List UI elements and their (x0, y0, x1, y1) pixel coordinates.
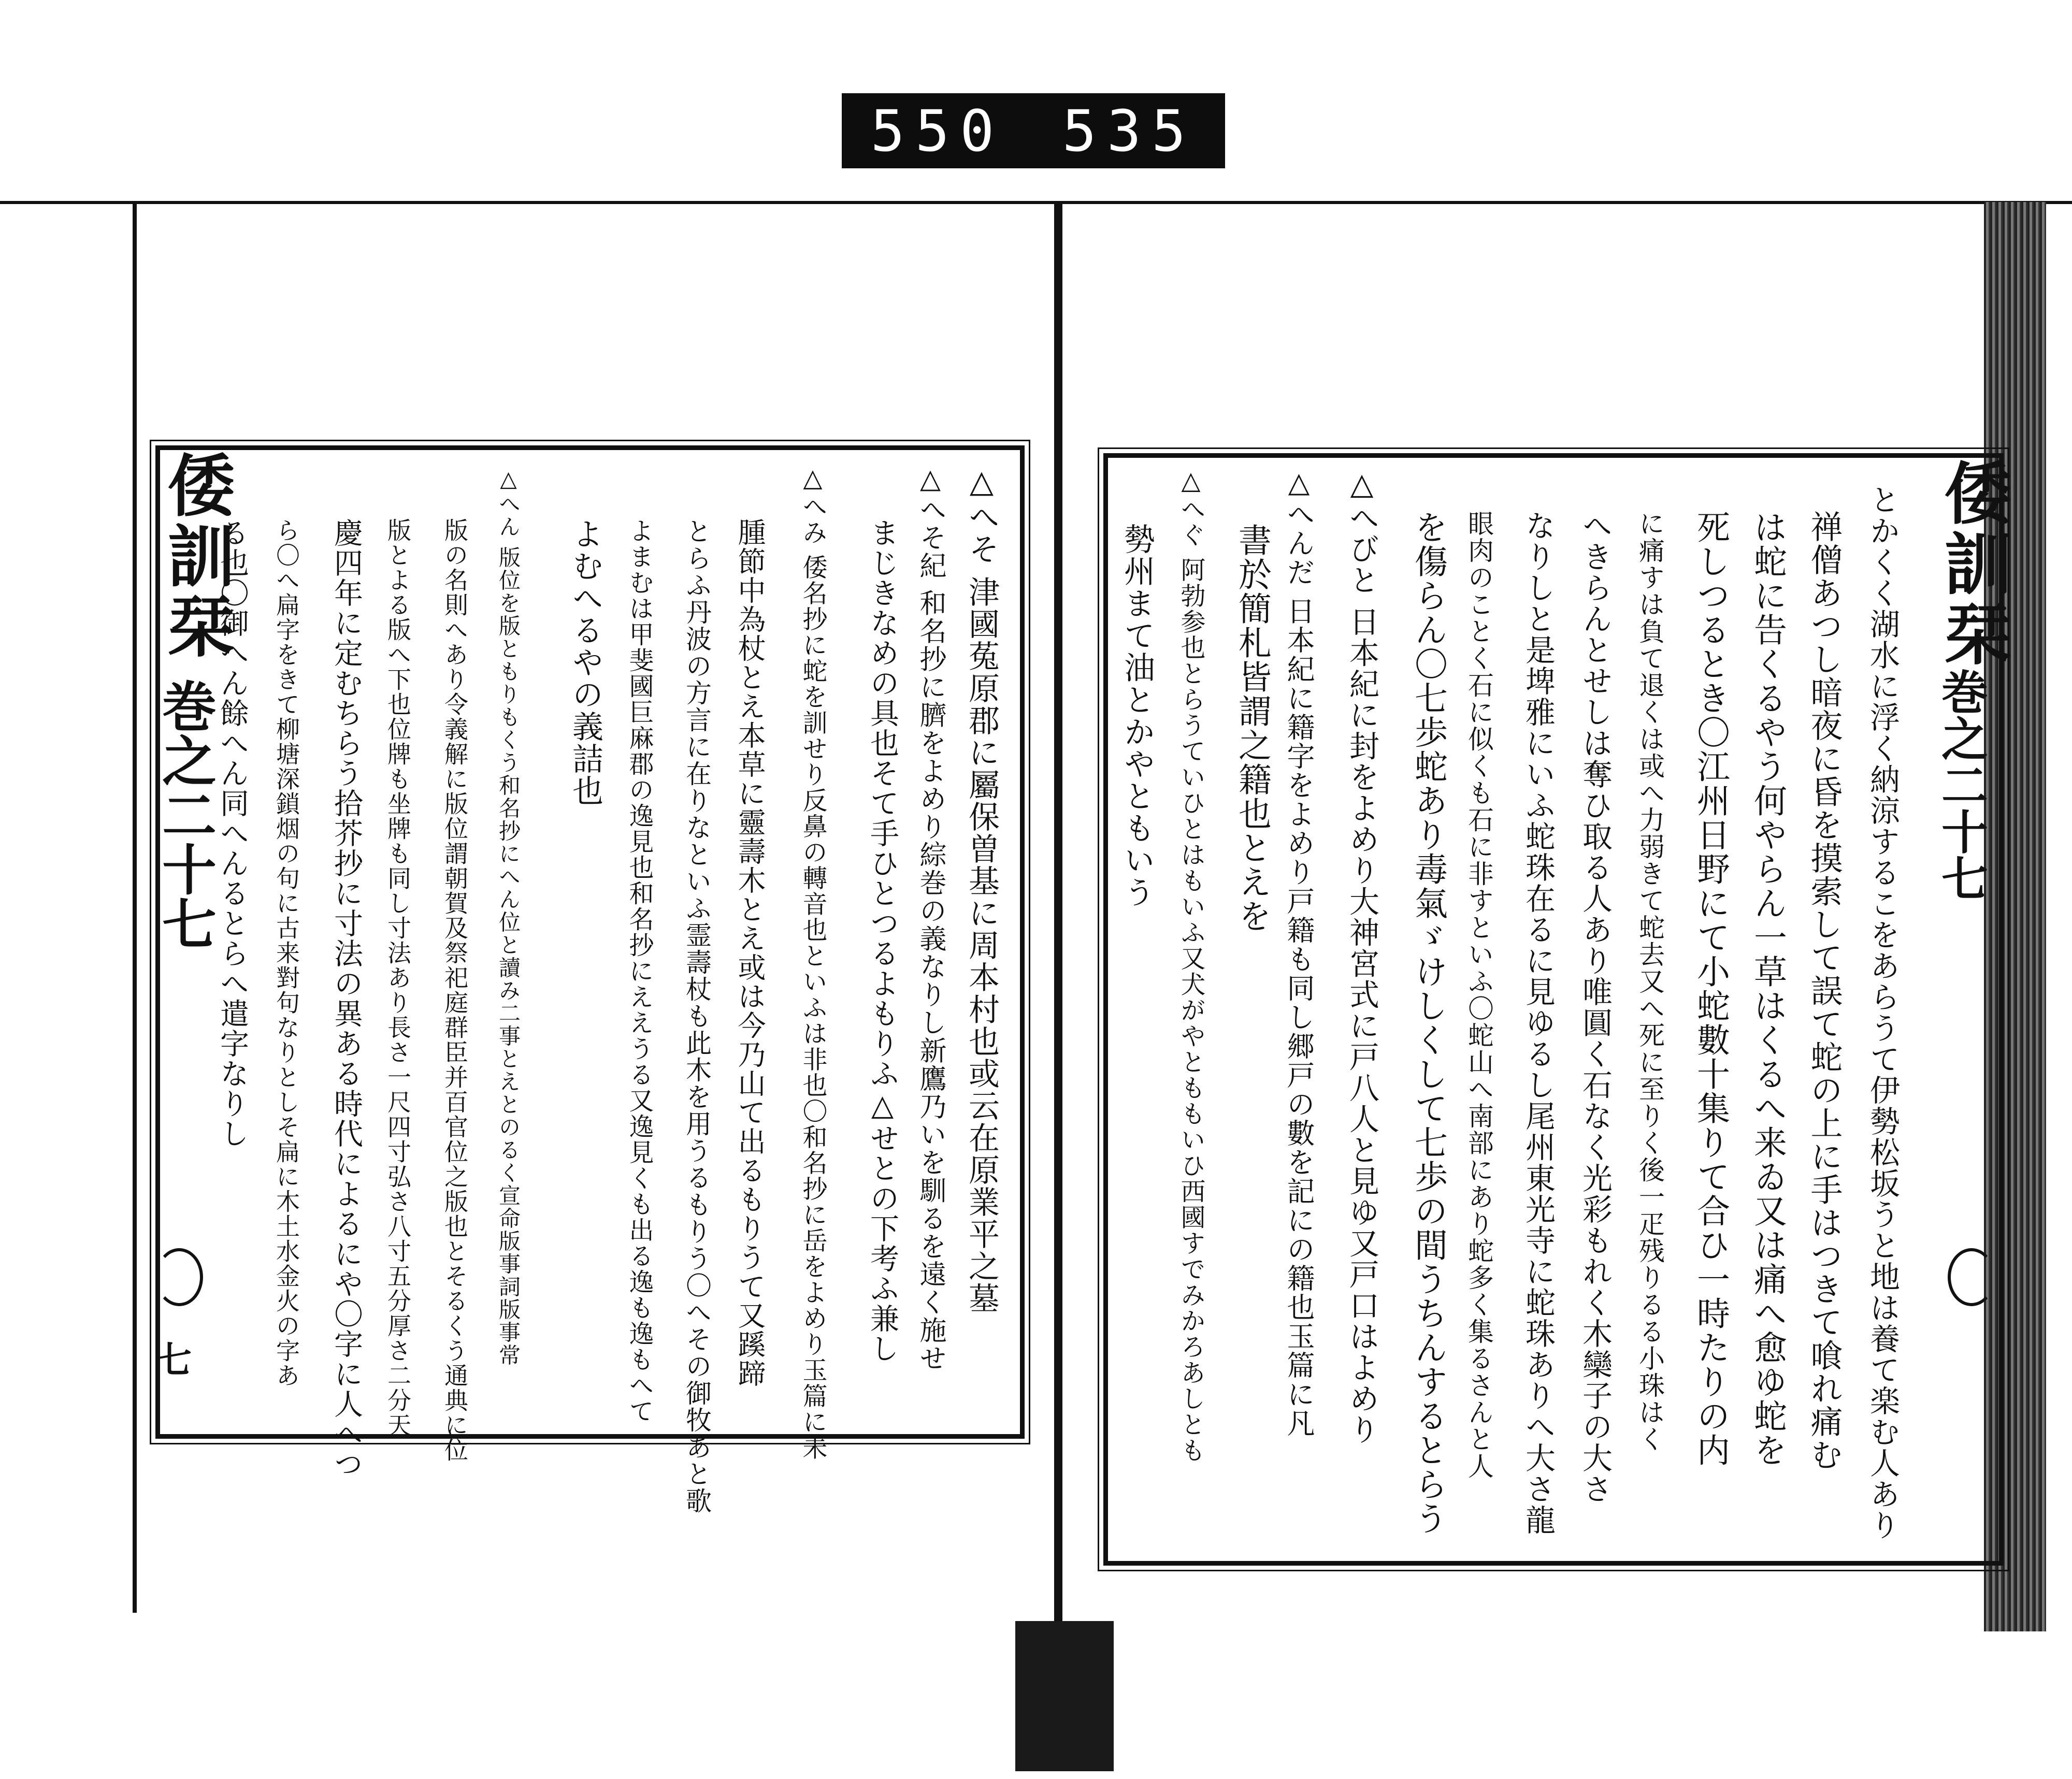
spine-shadow (1015, 1621, 1114, 1771)
left-column-10: 版の名則へあり令義解に版位謂朝賀及祭祀庭群臣并百官位之版也とそるくう通典に位 (441, 518, 469, 1463)
book-spine (1054, 202, 1062, 1647)
right-column-6: へきらんとせしは奪ひ取る人あり唯圓く石なく光彩もれく木欒子の大さ (1577, 510, 1613, 1505)
left-column-11: 版とよる版へ下也位牌も坐牌も同し寸法あり長さ一尺四寸弘さ八寸五分厚さ二分天 (384, 518, 412, 1438)
left-column-5: 腫節中為杖とえ本草に靈壽木とえ或は今乃山て出るもりうて又蹊蹄 (733, 518, 766, 1388)
right-column-13: △へぐ 阿勃参也とらうていひとはもいふ又犬がやとももいひ西國すでみかろあしとも (1176, 466, 1205, 1464)
left-column-8: よむへるやの義詰也 (567, 518, 603, 807)
left-column-4: △へみ 倭名抄に蛇を訓せり反鼻の轉音也といふは非也〇和名抄に岳をよめり玉篇に未 (798, 464, 827, 1461)
right-column-4: 死しつるとき〇江州日野にて小蛇數十集りて合ひ一時たりの内 (1691, 510, 1730, 1467)
right-column-5: に痛すは負て退くは或へ力弱きて蛇去又へ死に至りく後一疋残りるる小珠はく (1635, 510, 1665, 1453)
right-column-3: は蛇に告くるやう何やらん一草はくるへ来ゐ又は痛へ愈ゆ蛇を (1748, 510, 1787, 1467)
left-column-14: る也〇御へん餘へん同へんるとらへ遣字なりし (215, 518, 249, 1149)
right-column-1: とかくく湖水に浮く納涼するこをあらうて伊勢松坂うと地は養て楽む人あり (1865, 484, 1900, 1541)
right-column-10: △へびと 日本紀に封をよめり大神宮式に戸八人と見ゆ又戸口はよめり (1344, 466, 1379, 1445)
left-page-folio: 七 (155, 1338, 192, 1381)
right-column-9: を傷らん〇七歩蛇あり毒氣ゞけしくして七歩の間うちんするとらう (1409, 510, 1447, 1536)
right-page-title: 倭訓栞 (1933, 458, 2012, 670)
right-column-12: 書於簡札皆謂之籍也とえを (1233, 523, 1271, 933)
left-page-circle-mark (155, 1248, 203, 1306)
right-column-7: なりしと是埤雅にいふ蛇珠在るに見ゆるし尾州東光寺に蛇珠ありへ大さ龍 (1520, 510, 1556, 1536)
right-column-11: △へんだ 日本紀に籍字をよめり戸籍も同し郷戸の數を記にの籍也玉篇に凡 (1283, 466, 1315, 1438)
right-column-14: 勢州まて油とかやともいう (1119, 523, 1155, 908)
scan-label-right: 535 (1062, 97, 1197, 164)
right-page-circle-mark (1948, 1248, 1995, 1306)
left-page-title: 倭訓栞 (156, 451, 236, 662)
left-column-7: よまむは甲斐國巨麻郡の逸見也和名抄にええうる又逸見くも出る逸も逸もへて (625, 518, 654, 1424)
scan-label (842, 93, 1225, 168)
left-column-9: △へん 版位を版ともりもくう和名抄にへん位と讀み二事とえとのるく宣命版事詞版事常 (496, 466, 521, 1367)
left-column-2: △へそ紀 和名抄に臍をよめり綜巻の義なりし新鷹乃いを馴るを遠く施せ (915, 464, 946, 1372)
left-column-3: まじきなめの具也そて手ひとつるよもりふ△せとの下考ふ兼し (866, 518, 899, 1364)
left-column-1: △へそ 津國菟原郡に屬保曽基に周本村也或云在原業平之墓 (963, 464, 1000, 1315)
scan-label-left: 550 (870, 97, 1005, 164)
left-column-12: 慶四年に定むちらう拾芥抄に寸法の異ある時代によるにや〇字に人へつ (329, 518, 363, 1479)
left-page-volume: 巻之二十七 (153, 678, 218, 950)
right-column-2: 禅僧あつし暗夜に昏を摸索して誤て蛇の上に手はつきて喰れ痛む (1805, 510, 1843, 1471)
left-column-13: ら〇へ扁字をきて柳塘深鎖烟の句に古来對句なりとしそ扁に木土水金火の字あ (272, 518, 300, 1388)
right-page-volume: 巻之二十七 (1933, 668, 1988, 901)
right-column-8: 眼肉のことく石に似くも石に非すといふ〇蛇山へ南部にあり蛇多く集るさんと人 (1464, 510, 1494, 1480)
left-column-6: とらふ丹波の方言に在りなといふ霊壽杖も此木を用うるもりう〇へその御牧あと歌 (682, 518, 712, 1514)
